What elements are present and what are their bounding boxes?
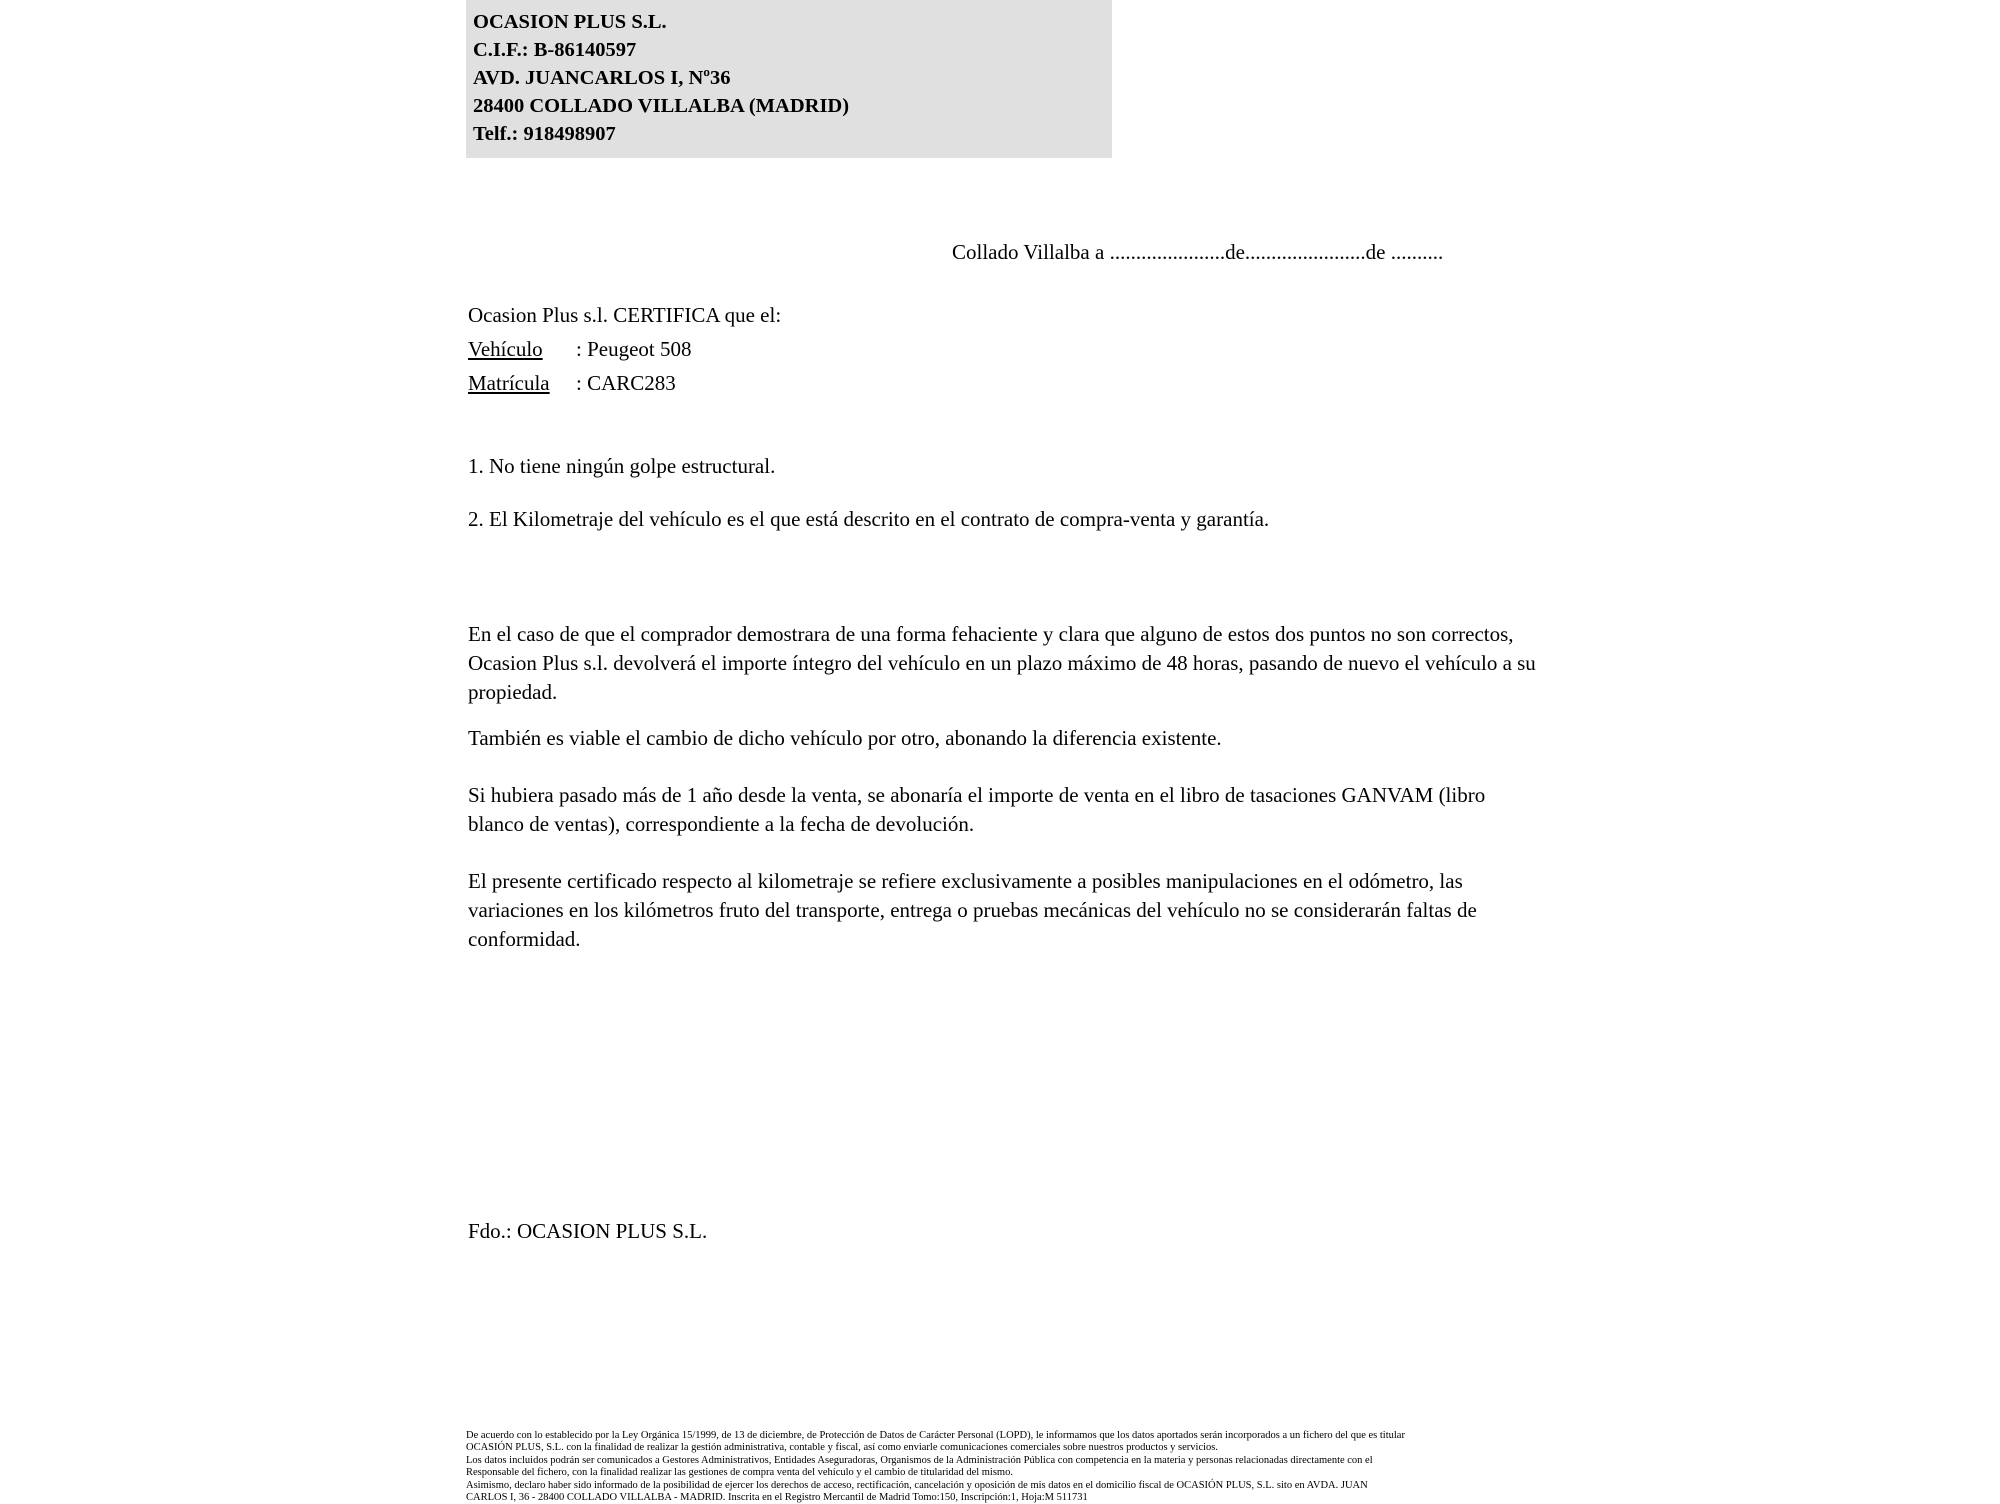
company-address: AVD. JUANCARLOS I, Nº36 bbox=[473, 67, 731, 89]
company-header-block bbox=[466, 0, 1112, 158]
signature-line: Fdo.: OCASION PLUS S.L. bbox=[468, 1219, 708, 1243]
certify-intro: Ocasion Plus s.l. CERTIFICA que el: bbox=[468, 303, 782, 327]
point-1: 1. No tiene ningún golpe estructural. bbox=[468, 454, 776, 478]
footer-line: De acuerdo con lo establecido por la Ley Orgánica 15/1999, de 13 de diciembre, de Protección de Datos de Carácter Personal (LOPD), le informamos que los datos aportados serán incorporados a un fichero del que es titular bbox=[466, 1430, 1405, 1441]
paragraph-exchange: También es viable el cambio de dicho vehículo por otro, abonando la diferencia existente. bbox=[468, 726, 1222, 750]
footer-line: Los datos incluidos podrán ser comunicados a Gestores Administrativos, Entidades Aseguradoras, Organismos de la Administración Pública con competencia en la materia y personas relacionadas directamente con el bbox=[466, 1454, 1373, 1466]
place-and-date-line: Collado Villalba a ......................de.......................de .......... bbox=[952, 240, 1444, 264]
footer-line: Responsable del fichero, con la finalidad realizar las gestiones de compra venta del vehículo y el cambio de titularidad del mismo. bbox=[466, 1467, 1013, 1479]
vehicle-value: : Peugeot 508 bbox=[576, 337, 692, 361]
footer-line: CARLOS I, 36 - 28400 COLLADO VILLALBA - MADRID. Inscrita en el Registro Mercantil de Madrid Tomo:150, Inscripción:1, Hoja:M 511731 bbox=[466, 1492, 1088, 1504]
legal-footer bbox=[466, 1430, 1556, 1504]
footer-line: Asimismo, declaro haber sido informado de la posibilidad de ejercer los derechos de acceso, rectificación, cancelación y oposición de mis datos en el domicilio fiscal de OCASIÓN PLUS, S.L. sito en AVDA. JUAN bbox=[466, 1479, 1368, 1491]
company-cif: C.I.F.: B-86140597 bbox=[473, 39, 637, 61]
company-phone: Telf.: 918498907 bbox=[473, 123, 616, 145]
paragraph-refund: En el caso de que el comprador demostrara de una forma fehaciente y clara que alguno de estos dos puntos no son correctos, Ocasion Plus s.l. devolverá el importe íntegro del vehículo en un plazo máximo de 48 horas, pasando de nuevo el vehículo a su propiedad. bbox=[468, 622, 1536, 704]
point-2: 2. El Kilometraje del vehículo es el que está descrito en el contrato de compra-venta y garantía. bbox=[468, 507, 1270, 531]
paragraph-odometer: El presente certificado respecto al kilometraje se refiere exclusivamente a posibles manipulaciones en el odómetro, las variaciones en los kilómetros fruto del transporte, entrega o pruebas mecánicas del vehículo no se considerarán faltas de conformidad. bbox=[468, 869, 1477, 951]
plate-row bbox=[468, 371, 676, 396]
footer-line: OCASIÓN PLUS, S.L. con la finalidad de realizar la gestión administrativa, contable y fiscal, así como enviarle comunicaciones comerciales sobre nuestros productos y servicios. bbox=[466, 1442, 1218, 1454]
vehicle-label: Vehículo bbox=[468, 337, 543, 361]
plate-value: : CARC283 bbox=[576, 371, 676, 395]
plate-label: Matrícula bbox=[468, 371, 550, 395]
company-name: OCASION PLUS S.L. bbox=[473, 11, 667, 33]
paragraph-ganvam: Si hubiera pasado más de 1 año desde la venta, se abonaría el importe de venta en el libro de tasaciones GANVAM (libro blanco de ventas), correspondiente a la fecha de devolución. bbox=[468, 783, 1486, 836]
vehicle-row bbox=[468, 337, 692, 362]
company-city: 28400 COLLADO VILLALBA (MADRID) bbox=[473, 95, 850, 117]
